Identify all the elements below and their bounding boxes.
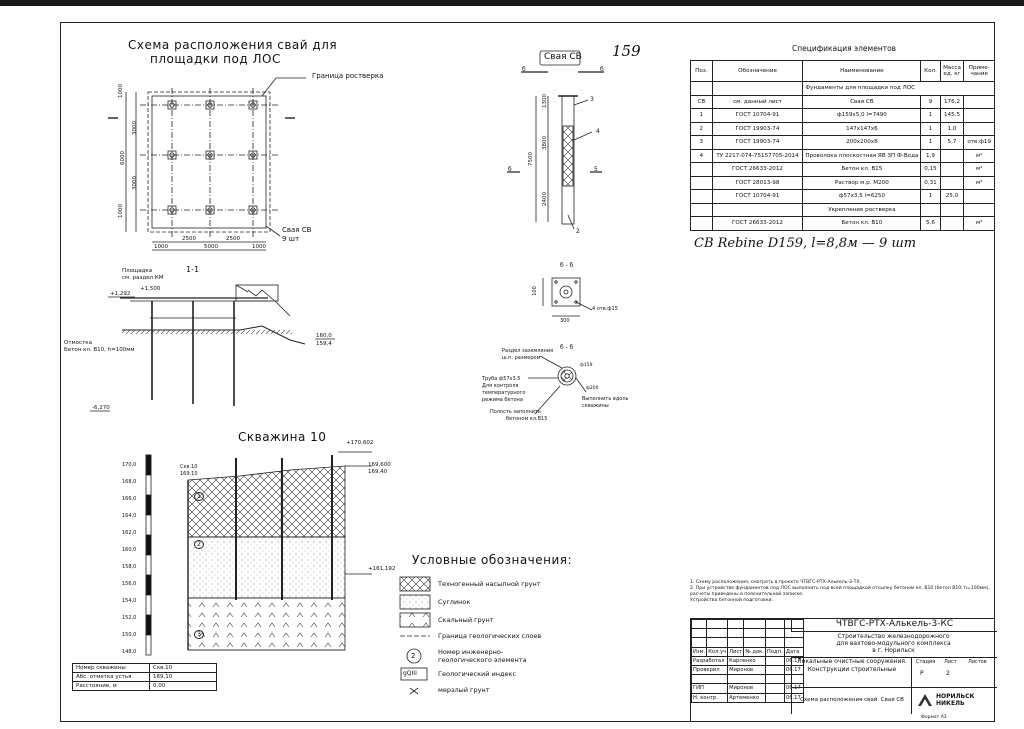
bb-label-4b: скважины [582, 403, 609, 409]
bb-label-4: Выполнить вдоль [582, 396, 629, 402]
table-row: ГОСТ 28013-98 Раствор м.р. М200 0,31 м³ [691, 176, 995, 190]
table-row: Абс. отметка устья 169,10 [73, 673, 217, 682]
spec-header-qty: Кол. [921, 61, 940, 82]
bb-dim-1: ф159 [580, 363, 593, 368]
ground-level-2: 159,4 [316, 341, 332, 347]
legend-item-boundary: Граница геологических слоев [438, 632, 542, 640]
platform-label-2: см. раздел КМ [122, 275, 164, 281]
spec-table [690, 60, 995, 231]
borehole-section [146, 452, 372, 655]
plan-dim-y-4: 3000 [132, 176, 138, 190]
plan-dim-x-1: 1000 [154, 244, 168, 250]
table-row: 4 ТУ 2217-074-75157705-2014 Проволока плоскостная ЯВ ЗП Ф-Вода 1,9 м² [691, 149, 995, 163]
bb-label-2: Труба ф57x3.5 [482, 376, 521, 382]
pile-dim-3: 2400 [542, 192, 548, 206]
stage-sheet-box: Стадия Лист Листов Р 2 [911, 657, 997, 688]
backfill-label: Отмостка [64, 340, 92, 346]
table-row: 1 ГОСТ 10704-91 ф159x5,0 l=7490 1 145,5 [691, 109, 995, 123]
pile-label-small: Свая СВ [282, 226, 312, 234]
pile-dim-1: 1300 [542, 94, 548, 108]
drawing-notes: 1. Схему расположения, смотреть в проекте ЧТВГС-РТХ-Алькель-3-ТХ. 2. При устройстве фундаментов под ЛОС выполнить под всей площадкой отсыпку бетоном кл. В10 (бетон В10, h=100мм), расчеты приведены в пояснительной записке. Устройство бетонной подготовки. [690, 580, 990, 603]
section-a-dim-3: 300 [560, 318, 570, 324]
format-label: Формат А3 [921, 715, 947, 720]
table-row: ГОСТ 26633-2012 Бетон кл. В10 5,6 м³ [691, 217, 995, 231]
bb-dim-2: ф200 [586, 386, 599, 391]
section-b-b [528, 356, 586, 414]
plan-dim-x-2: 2500 [182, 236, 196, 242]
plan-dim-y-1: 1000 [118, 84, 124, 98]
table-row: СВ см. данный лист Свая СВ 9 176,2 [691, 95, 995, 109]
borehole-data-table [72, 663, 217, 691]
borehole-level-2: 169,600 [368, 462, 391, 468]
table-row: ГОСТ 26633-2012 Бетон кл. В15 0,15 м³ [691, 163, 995, 177]
handwritten-sheet-no: 159 [612, 42, 641, 60]
bb-label-2c: температурного [482, 390, 526, 396]
bb-label-2b: Для контроля [482, 383, 519, 389]
legend-item-frozen: мерзлый грунт [438, 686, 490, 694]
borehole-level-4: +161,192 [368, 566, 396, 572]
plan-dim-x-3: 5000 [204, 244, 218, 250]
scheme-title-line-2: площадки под ЛОС [150, 52, 281, 66]
table-row: Расстояние, м 0,00 [73, 682, 217, 691]
pile-dim-4: 7500 [528, 152, 534, 166]
project-name: Строительство железнодорожного для вахтово-модульного комплекса в г. Норильск [836, 633, 951, 654]
borehole-title: Скважина 10 [238, 430, 327, 444]
legend-item-rock: Скальный грунт [438, 616, 494, 624]
legend-item-loam: Суглинок [438, 598, 471, 606]
plan-dim-x-4: 2500 [226, 236, 240, 242]
plan-piles [168, 101, 257, 214]
revision-table: Изм. Кол.уч Лист № док. Подп. Дата Разработал Карпенко 06.17 Проверил Миронов 06.17 ГИП Миронов 06.17 Н. контр. Артеменко 06.17 [691, 619, 804, 703]
sheet-title: Схема расположения свай. Свая СВ [791, 687, 912, 714]
legend-title: Условные обозначения: [412, 553, 573, 567]
pile-count-small: 9 шт [282, 235, 300, 243]
legend-symbol-num: 2 [411, 652, 416, 660]
company-logo-icon [918, 694, 932, 706]
b-mark-left: б [522, 66, 526, 73]
b-mark-side: б [508, 166, 512, 173]
borehole-level-3: 169,40 [368, 469, 388, 475]
section-a-title: б - б [560, 262, 574, 269]
pile-callout-4: 4 [596, 128, 600, 135]
legend-item-fill: Техногенный насыпной грунт [438, 580, 541, 588]
section-bb-title: б - б [560, 344, 574, 351]
layer-3-marker: 3 [194, 630, 204, 639]
company-name: НОРИЛЬСК НИКЕЛЬ [936, 693, 975, 707]
legend-item-ige: Номер инженерно-геологического элемента [438, 648, 527, 664]
plan-dim-x-5: 1000 [252, 244, 266, 250]
layer-2-marker: 2 [194, 540, 204, 549]
bb-label-3b: бетоном кл.В15 [506, 416, 548, 422]
pile-cv-elevation [507, 51, 604, 229]
scheme-title: Схема расположения свай для [128, 38, 338, 52]
section-11-title: 1-1 [186, 265, 200, 274]
layer-1-marker: 1 [194, 492, 204, 501]
bottom-level: -6,270 [92, 405, 110, 411]
spec-title: Спецификация элементов [792, 44, 897, 53]
legend-item-index: Геологический индекс [438, 670, 517, 678]
bb-label-3: Полость заполнить [490, 409, 541, 415]
pile-callout-5: 5 [594, 166, 598, 173]
pile-callout-3: 3 [590, 96, 594, 103]
legend-symbol-idx: gQIII [403, 670, 417, 677]
spec-header-note: Приме-чание [964, 61, 995, 82]
bb-label-1b: ш.п. размером [502, 355, 541, 361]
pile-callout-2: 2 [576, 228, 580, 235]
level-1: +1,292 [110, 291, 131, 297]
b-mark-right: б [600, 66, 604, 73]
level-2: +1,500 [140, 286, 161, 292]
section-a-dim-1: 100 [531, 286, 538, 296]
spec-header-name: Наименование [803, 61, 921, 82]
table-row: Номер скважины Скв.10 [73, 664, 217, 673]
bb-label-1: Раздел заземления [502, 348, 554, 354]
backfill-label-2: Бетон кл. В10, h=100мм [64, 347, 135, 353]
spec-header-pos: Поз. [691, 61, 713, 82]
pile-dim-2: 3800 [542, 136, 548, 150]
spec-header-designation: Обозначение [712, 61, 803, 82]
title-block [690, 618, 995, 722]
pile-head-plan [543, 278, 592, 316]
borehole-mark: Скв.10 [180, 464, 198, 470]
borehole-mark-level: 169,10 [180, 471, 198, 477]
plan-dim-y-5: 1000 [118, 204, 124, 218]
pile-cv-title: Свая СВ [544, 52, 582, 62]
object-name: Локальные очистные сооружения. Конструкции строительные [791, 657, 912, 688]
borehole-level-1: +170,602 [346, 440, 374, 446]
document-code: ЧТВГС-РТХ-Алькель-3-КС [791, 619, 997, 632]
section-a-holes: 4 отв.ф15 [592, 306, 618, 312]
spec-group-1: Фундаменты для площадки под ЛОС [803, 82, 995, 96]
plan-dim-y-3: 6000 [120, 151, 126, 165]
plan-dim-y-2: 3000 [132, 121, 138, 135]
bb-label-2d: режима бетона [482, 397, 523, 403]
table-row: ГОСТ 10704-91 ф57x3,5 l=6250 1 25,0 [691, 190, 995, 204]
platform-label: Площадка [122, 268, 153, 274]
company-box [911, 687, 997, 714]
spec-group-2: Укрепление ростверка [803, 203, 921, 217]
ground-level: 160,0 [316, 333, 332, 339]
spec-header-mass: Масса ед. кг [940, 61, 964, 82]
table-row: 3 ГОСТ 19903-74 200x200x8 1 5,7 отв.ф19 [691, 136, 995, 150]
boundary-label: Граница ростверка [312, 72, 384, 80]
table-row: 2 ГОСТ 19903-74 147x147x6 1 1,0 [691, 122, 995, 136]
pile-layout-plan [108, 78, 306, 250]
handwritten-note: СВ Rebine D159, l=8,8м — 9 шт [694, 236, 917, 251]
